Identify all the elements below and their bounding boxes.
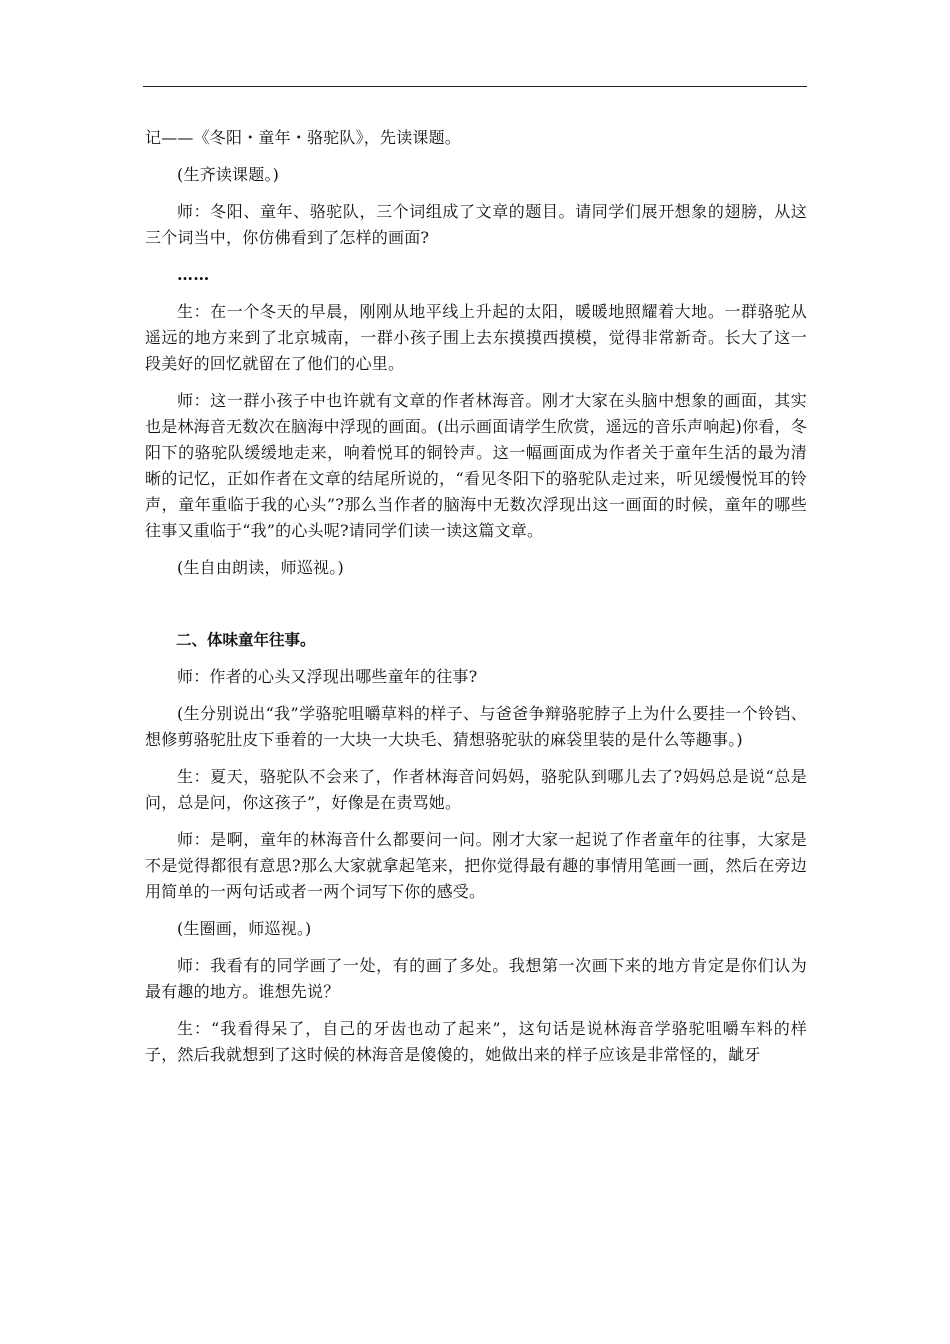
document-body — [145, 125, 807, 1079]
paragraph: 记——《冬阳・童年・骆驼队》，先读课题。 — [145, 128, 462, 147]
paragraph: 师：冬阳、童年、骆驼队，三个词组成了文章的题目。请同学们展开想象的翅膀，从这三个词当中，你仿佛看到了怎样的画面? — [145, 202, 807, 247]
paragraph: 师：作者的心头又浮现出哪些童年的往事? — [177, 667, 478, 686]
paragraph: 生：“我看得呆了，自己的牙齿也动了起来”，这句话是说林海音学骆驼咀嚼车料的样子，然后我就想到了这时候的林海音是傻傻的，她做出来的样子应该是非常怪的，龇牙 — [145, 1019, 807, 1064]
paragraph: (生齐读课题。) — [177, 165, 280, 184]
paragraph: (生自由朗读，师巡视。) — [177, 558, 344, 577]
paragraph: 师：是啊，童年的林海音什么都要问一问。刚才大家一起说了作者童年的往事，大家是不是觉得都很有意思?那么大家就拿起笔来，把你觉得最有趣的事情用笔画一画，然后在旁边用简单的一两句话或者一两个词写下你的感受。 — [145, 830, 807, 901]
section-heading: 二、体味童年往事。 — [176, 631, 316, 649]
header-rule — [143, 86, 807, 87]
ellipsis-line: …… — [177, 265, 210, 284]
paragraph: (生圈画，师巡视。) — [177, 919, 312, 938]
paragraph: 师：这一群小孩子中也许就有文章的作者林海音。刚才大家在头脑中想象的画面，其实也是林海音无数次在脑海中浮现的画面。(出示画面请学生欣赏，遥远的音乐声响起)你看，冬阳下的骆驼队缓缓地走来，响着悦耳的铜铃声。这一幅画面成为作者关于童年生活的最为清晰的记忆，正如作者在文章的结尾所说的，“看见冬阳下的骆驼队走过来，听见缓慢悦耳的铃声，童年重临于我的心头”?那么当作者的脑海中无数次浮现出这一画面的时候，童年的哪些往事又重临于“我”的心头呢?请同学们读一读这篇文章。 — [145, 391, 807, 540]
paragraph: 生：夏天，骆驼队不会来了，作者林海音问妈妈，骆驼队到哪儿去了?妈妈总是说“总是问，总是问，你这孩子”，好像是在责骂她。 — [145, 767, 807, 812]
paragraph: 师：我看有的同学画了一处，有的画了多处。我想第一次画下来的地方肯定是你们认为最有趣的地方。谁想先说？ — [145, 956, 807, 1001]
paragraph: 生：在一个冬天的早晨，刚刚从地平线上升起的太阳，暖暖地照耀着大地。一群骆驼从遥远的地方来到了北京城南，一群小孩子围上去东摸摸西摸模，觉得非常新奇。长大了这一段美好的回忆就留在了他们的心里。 — [145, 302, 807, 373]
paragraph: (生分别说出“我”学骆驼咀嚼草料的样子、与爸爸争辩骆驼脖子上为什么要挂一个铃铛、想修剪骆驼肚皮下垂着的一大块一大块毛、猜想骆驼驮的麻袋里装的是什么等趣事。) — [145, 704, 807, 749]
